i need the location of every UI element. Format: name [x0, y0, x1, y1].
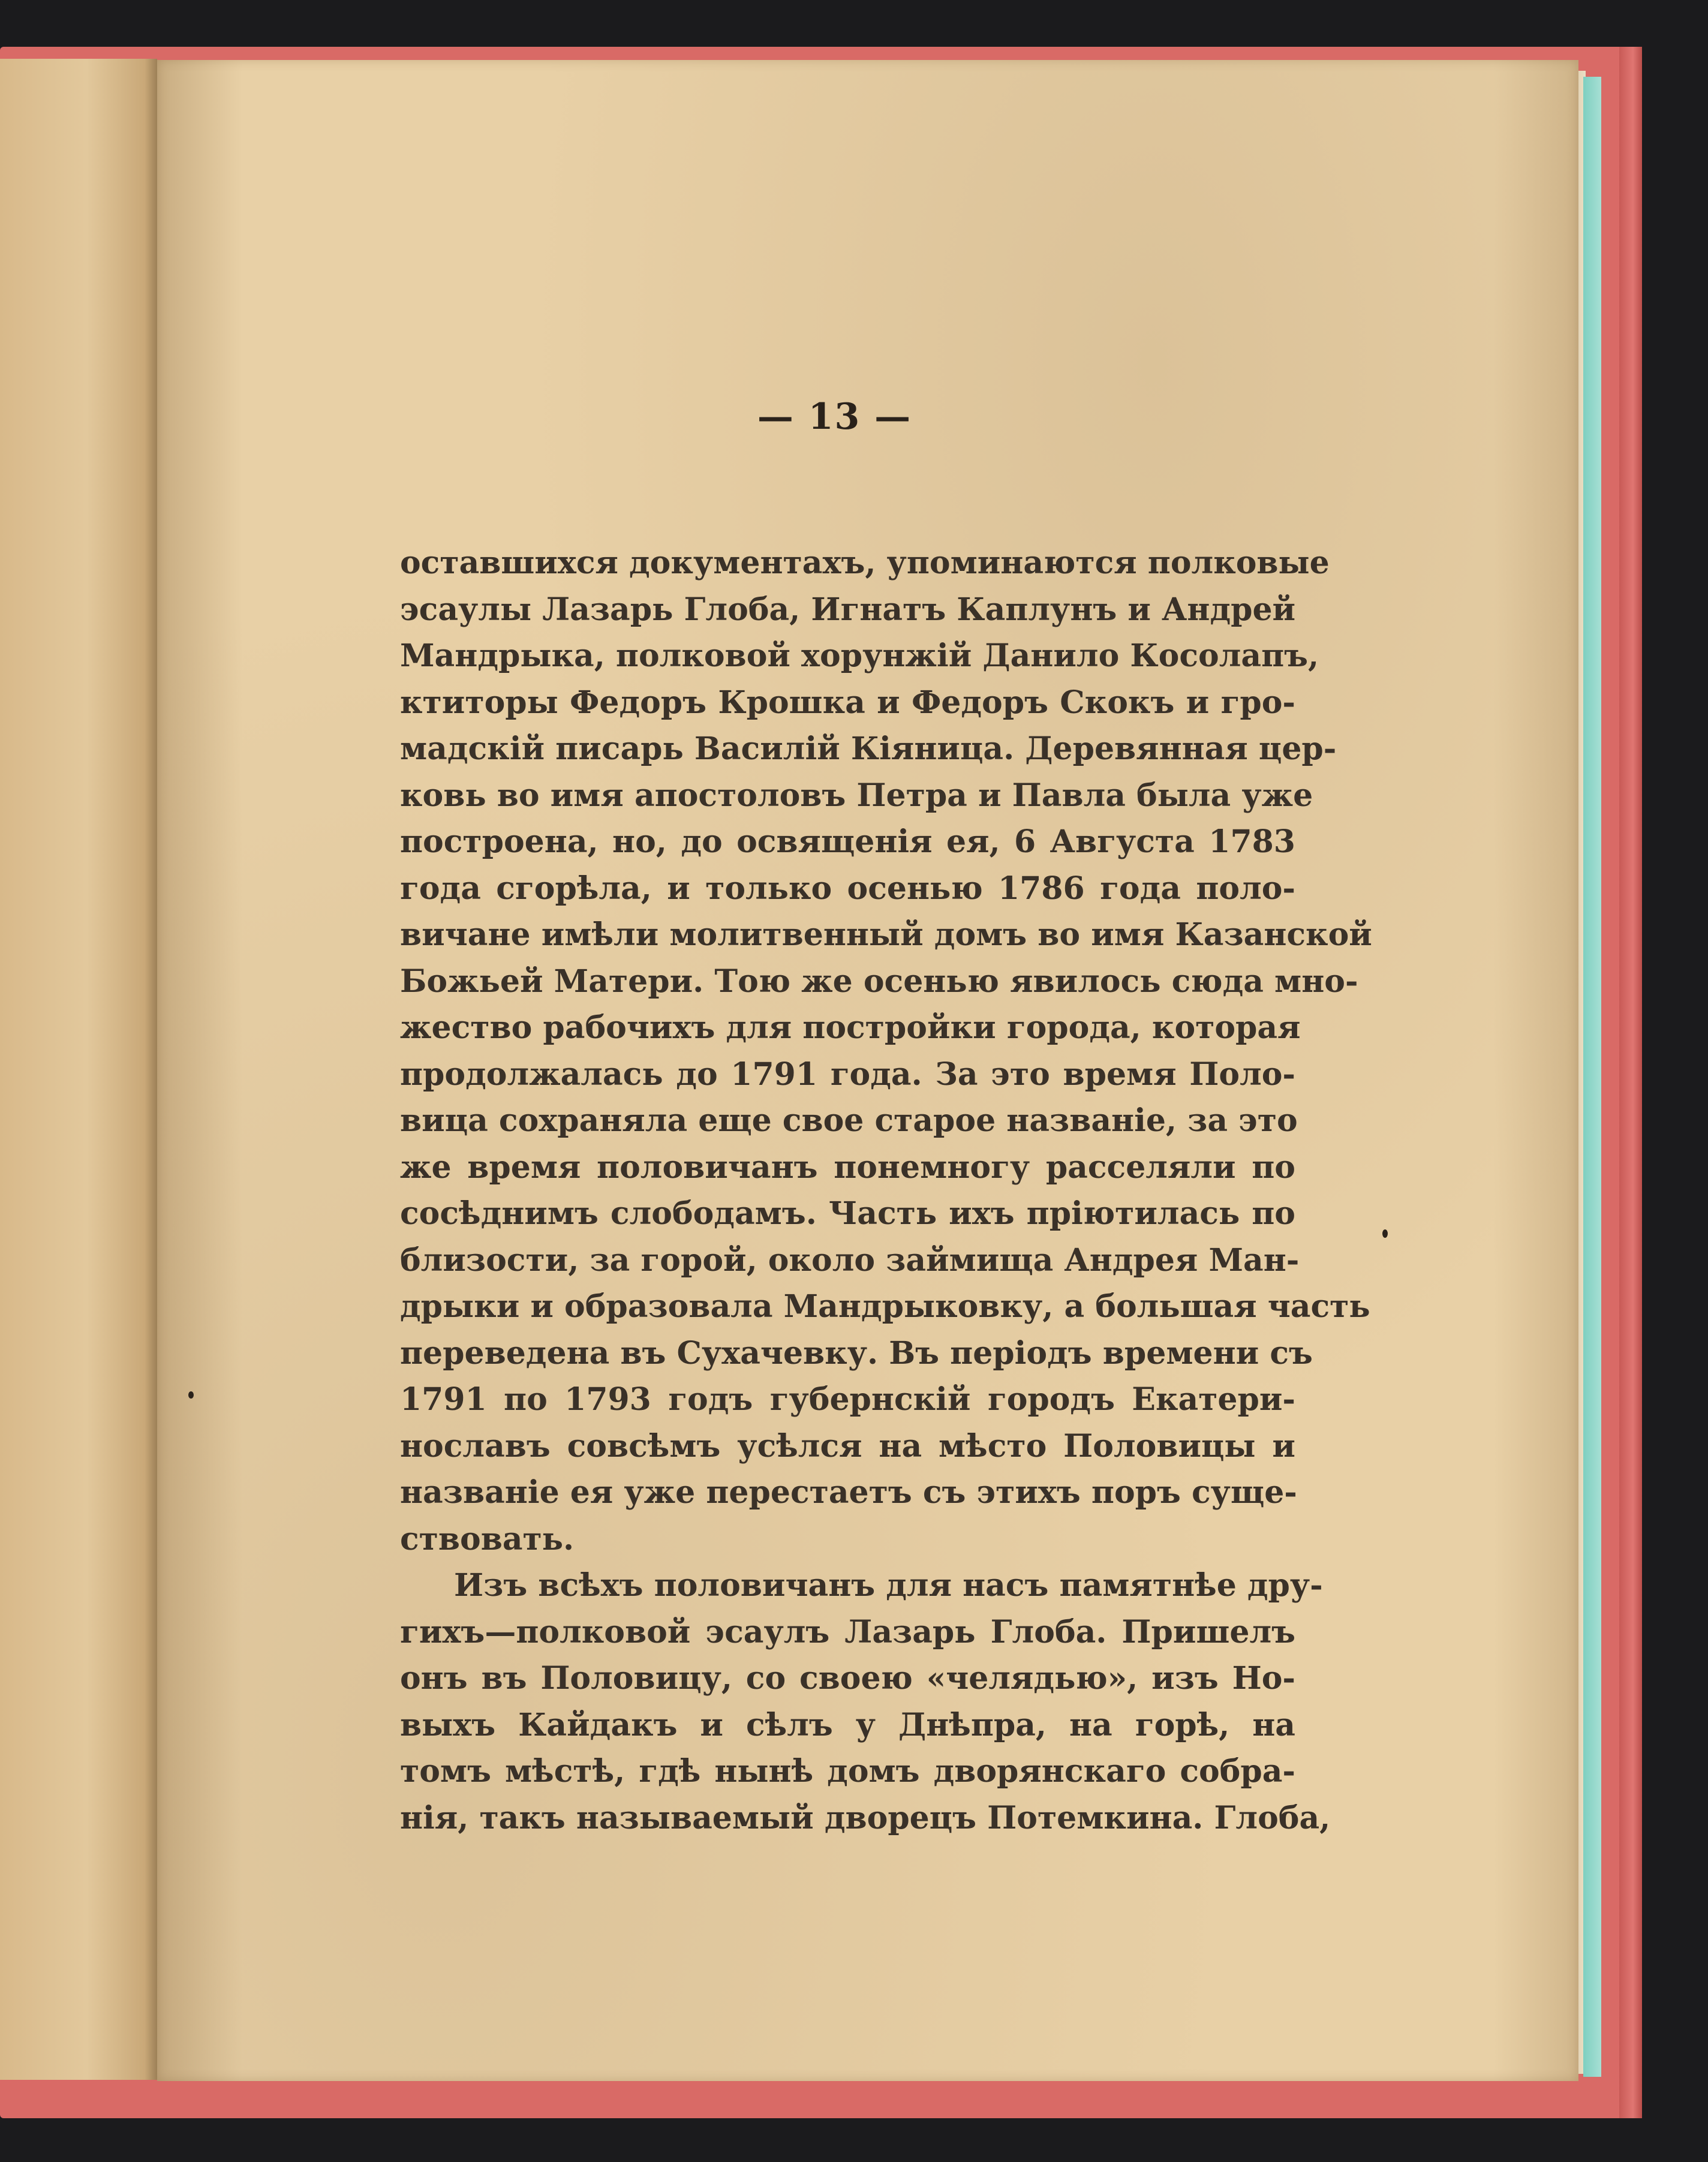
text-line: томъ мѣстѣ, гдѣ нынѣ домъ дворянскаго собра-: [400, 1753, 1295, 1790]
text-line: переведена въ Сухачевку. Въ періодъ времени съ: [400, 1334, 1313, 1372]
text-line: Божьей Матери. Тою же осенью явилось сюда мно-: [400, 963, 1358, 1000]
text-line: года сгорѣла, и только осенью 1786 года поло-: [400, 870, 1295, 907]
text-line: вичане имѣли молитвенный домъ во имя Казанской: [400, 916, 1372, 953]
text-line: же время половичанъ понемногу расселяли по: [400, 1148, 1295, 1186]
text-line: гихъ—полковой эсаулъ Лазарь Глоба. Пришелъ: [400, 1613, 1295, 1650]
text-line: продолжалась до 1791 года. За это время Поло-: [400, 1056, 1295, 1093]
text-line: ктиторы Федоръ Крошка и Федоръ Скокъ и гро-: [400, 684, 1295, 721]
text-line: мадскій писарь Василій Кіяница. Деревянная цер-: [400, 730, 1337, 767]
text-line: ствовать.: [400, 1520, 575, 1557]
endpaper-edge: [1583, 77, 1601, 2077]
body-text: [400, 540, 1372, 1841]
text-line: названіе ея уже перестаетъ съ этихъ поръ суще-: [400, 1474, 1297, 1511]
text-line: выхъ Кайдакъ и сѣлъ у Днѣпра, на горѣ, на: [400, 1706, 1295, 1743]
text-line: жество рабочихъ для постройки города, которая: [400, 1009, 1301, 1046]
text-line: ковь во имя апостоловъ Петра и Павла была уже: [400, 777, 1313, 814]
text-line: вица сохраняла еще свое старое названіе, за это: [400, 1102, 1298, 1139]
text-line: эсаулы Лазарь Глоба, Игнатъ Каплунъ и Андрей: [400, 591, 1296, 628]
text-line: 1791 по 1793 годъ губернскій городъ Екатери-: [400, 1381, 1295, 1418]
text-line: построена, но, до освященія ея, 6 Августа 1783: [400, 823, 1295, 860]
text-line: онъ въ Половицу, со своею «челядью», изъ Но-: [400, 1660, 1295, 1697]
ink-speck: [1382, 1229, 1388, 1238]
text-line: нія, такъ называемый дворецъ Потемкина. Глоба,: [400, 1799, 1331, 1836]
cover-edge: [1619, 47, 1642, 2118]
text-line: сосѣднимъ слободамъ. Часть ихъ пріютилась по: [400, 1195, 1295, 1232]
page-number: — 13 —: [757, 396, 912, 438]
book-page: [157, 60, 1578, 2081]
ink-speck: [188, 1391, 194, 1399]
text-line: дрыки и образовала Мандрыковку, а большая часть: [400, 1288, 1370, 1325]
text-line: Мандрыка, полковой хорунжій Данило Косолапъ,: [400, 638, 1319, 674]
text-line: оставшихся документахъ, упоминаются полковые: [400, 545, 1330, 581]
text-line: Изъ всѣхъ половичанъ для насъ памятнѣе дру-: [454, 1567, 1323, 1604]
left-facing-page: [0, 59, 157, 2080]
text-line: близости, за горой, около займища Андрея Ман-: [400, 1241, 1300, 1279]
text-line: нославъ совсѣмъ усѣлся на мѣсто Половицы и: [400, 1427, 1295, 1465]
